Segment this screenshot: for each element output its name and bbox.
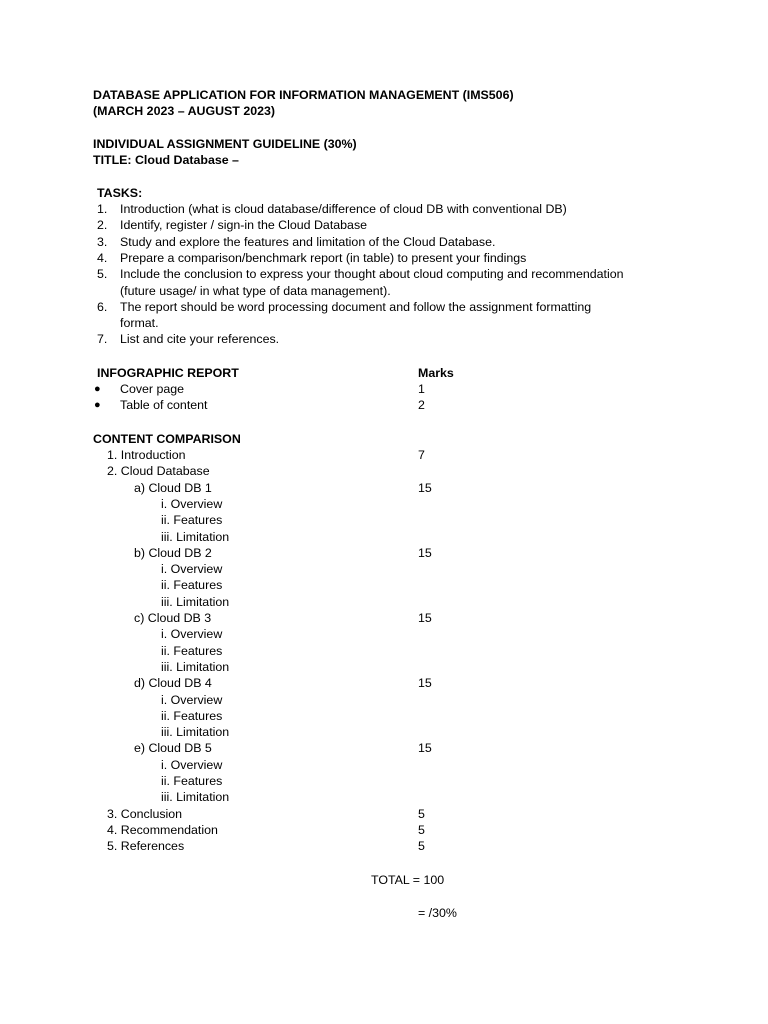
task-number: 2. bbox=[97, 218, 108, 233]
cloud-db-subitem: i. Overview bbox=[161, 562, 223, 577]
cloud-db-label: e) Cloud DB 5 bbox=[134, 741, 212, 756]
task-number: 4. bbox=[97, 250, 108, 265]
cloud-db-subitem: iii. Limitation bbox=[161, 529, 230, 544]
guideline-heading: INDIVIDUAL ASSIGNMENT GUIDELINE (30%) bbox=[93, 137, 357, 151]
cloud-db-marks: 15 bbox=[418, 611, 432, 625]
content-item-marks: 5 bbox=[418, 839, 425, 854]
bullet-icon: ● bbox=[94, 383, 101, 395]
task-text: Identify, register / sign-in the Cloud Database bbox=[120, 218, 368, 233]
semester: (MARCH 2023 – AUGUST 2023) bbox=[93, 104, 276, 118]
infographic-item-marks: 2 bbox=[418, 398, 425, 413]
assignment-title: TITLE: Cloud Database – bbox=[93, 153, 239, 167]
cloud-db-subitem: i. Overview bbox=[161, 757, 223, 772]
cloud-db-marks: 15 bbox=[418, 480, 432, 495]
content-item-label: 5. References bbox=[107, 839, 185, 854]
task-text: Introduction (what is cloud database/difference of cloud DB with conventional DB) bbox=[120, 202, 567, 216]
cloud-db-marks: 15 bbox=[418, 741, 432, 756]
cloud-db-subitem: iii. Limitation bbox=[161, 790, 230, 805]
cloud-db-marks: 15 bbox=[418, 545, 432, 560]
cloud-db-subitem: iii. Limitation bbox=[161, 659, 230, 674]
task-number: 5. bbox=[97, 267, 108, 282]
task-text: Prepare a comparison/benchmark report (in table) to present your findings bbox=[120, 250, 527, 265]
task-number: 1. bbox=[97, 202, 108, 216]
content-item-marks: 5 bbox=[418, 822, 425, 837]
content-heading: CONTENT COMPARISON bbox=[93, 432, 241, 446]
tasks-heading: TASKS: bbox=[97, 186, 143, 200]
cloud-db-label: d) Cloud DB 4 bbox=[134, 676, 212, 691]
content-item-label: 1. Introduction bbox=[107, 448, 186, 462]
cloud-db-subitem: i. Overview bbox=[161, 627, 223, 642]
content-item-label: 2. Cloud Database bbox=[107, 464, 210, 479]
cloud-db-subitem: iii. Limitation bbox=[161, 725, 230, 740]
cloud-db-label: b) Cloud DB 2 bbox=[134, 545, 212, 560]
cloud-db-subitem: ii. Features bbox=[161, 643, 223, 658]
task-number: 6. bbox=[97, 299, 108, 314]
task-text: List and cite your references. bbox=[120, 332, 280, 347]
infographic-heading: INFOGRAPHIC REPORT bbox=[97, 366, 239, 380]
infographic-item-label: Table of content bbox=[120, 398, 208, 413]
cloud-db-subitem: ii. Features bbox=[161, 708, 223, 723]
content-item-label: 4. Recommendation bbox=[107, 822, 218, 837]
task-text: format. bbox=[120, 316, 159, 331]
marks-heading: Marks bbox=[418, 366, 454, 380]
total-line: TOTAL = 100 bbox=[371, 873, 445, 887]
cloud-db-subitem: i. Overview bbox=[161, 496, 223, 511]
content-item-label: 3. Conclusion bbox=[107, 806, 183, 821]
course-title: DATABASE APPLICATION FOR INFORMATION MANAGEMENT (IMS506) bbox=[93, 88, 514, 102]
task-text: Study and explore the features and limitation of the Cloud Database. bbox=[120, 234, 496, 249]
task-text: (future usage/ in what type of data management). bbox=[120, 283, 391, 298]
cloud-db-subitem: i. Overview bbox=[161, 692, 223, 707]
infographic-item-label: Cover page bbox=[120, 382, 185, 396]
total-percent-line: = /30% bbox=[418, 906, 457, 920]
infographic-item-marks: 1 bbox=[418, 382, 425, 396]
cloud-db-subitem: iii. Limitation bbox=[161, 594, 230, 609]
cloud-db-subitem: ii. Features bbox=[161, 578, 223, 593]
task-number: 3. bbox=[97, 234, 108, 249]
cloud-db-subitem: ii. Features bbox=[161, 774, 223, 788]
bullet-icon: ● bbox=[94, 399, 101, 412]
cloud-db-label: c) Cloud DB 3 bbox=[134, 611, 212, 625]
task-text: The report should be word processing document and follow the assignment formatting bbox=[120, 299, 592, 314]
content-item-marks: 7 bbox=[418, 448, 425, 462]
cloud-db-marks: 15 bbox=[418, 676, 432, 691]
content-item-marks: 5 bbox=[418, 806, 425, 821]
cloud-db-label: a) Cloud DB 1 bbox=[134, 480, 212, 495]
cloud-db-subitem: ii. Features bbox=[161, 513, 223, 528]
task-text: Include the conclusion to express your thought about cloud computing and recommendation bbox=[120, 267, 624, 282]
task-number: 7. bbox=[97, 332, 108, 347]
